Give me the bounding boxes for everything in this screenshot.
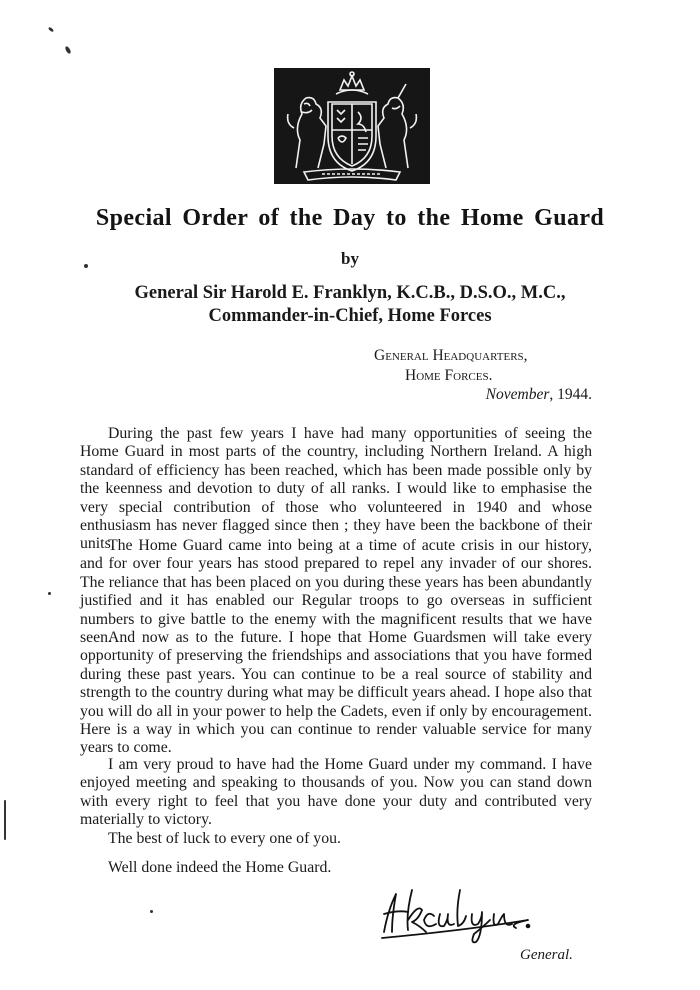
author-name: General Sir Harold E. Franklyn, K.C.B., D.S.O., M.C.,	[134, 283, 566, 303]
author-block	[0, 282, 700, 328]
paragraph-4: I am very proud to have had the Home Guard under my command. I have enjoyed meeting and speaking to thousands of you. Now you can stand down with every right to feel that you have done your duty and contributed very materially to victory.	[80, 756, 592, 829]
headquarters-address	[374, 346, 528, 386]
document-title: Special Order of the Day to the Home Guard	[95, 205, 605, 231]
author-position: Commander-in-Chief, Home Forces	[208, 306, 492, 326]
scan-speck	[150, 910, 153, 913]
headquarters-line-2: Home Forces.	[405, 367, 493, 384]
paragraph-3: And now as to the future. I hope that Home Guardsmen will take every opportunity of preserving the friendships and associations that you have formed during these past years. You can continue to be a real source of stability and strength to the country during what may be difficult years ahead. I hope also that you will do all in your power to help the Cadets, even if only by encouragement. Here is a way in which you can continue to render valuable service for many years to come.	[80, 629, 592, 757]
date-month: November	[485, 386, 550, 403]
scan-speck	[48, 592, 51, 595]
document-date	[486, 386, 592, 404]
closing-line-1: The best of luck to every one of you.	[108, 830, 341, 847]
headquarters-line-1: General Headquarters,	[374, 347, 528, 364]
scan-speck	[4, 800, 6, 840]
signature-title: General.	[520, 947, 573, 963]
paragraph-1: During the past few years I have had many opportunities of seeing the Home Guard in most parts of the country, including Northern Ireland. A high standard of efficiency has been reached, which has been made possible only by the keenness and devotion to duty of all ranks. I would like to emphasise the very special contribution of those who volunteered in 1940 and whose enthusiasm has never flagged since then ; they have been the backbone of their units.	[80, 425, 592, 553]
handwritten-signature-icon	[378, 880, 598, 950]
scan-speck	[84, 264, 88, 268]
scan-speck	[48, 26, 55, 32]
royal-coat-of-arms-icon	[274, 68, 430, 184]
by-line: by	[341, 249, 359, 268]
paragraph-2: The Home Guard came into being at a time of acute crisis in our history, and for over four years has stood prepared to repel any invader of our shores. The reliance that has been placed on you during these years has been abundantly justified and it has enabled our Regular troops to go overseas in sufficient numbers to give battle to the enemy with the magnificent results that we have seen.	[80, 537, 592, 647]
scan-speck	[64, 46, 71, 55]
closing-line-2: Well done indeed the Home Guard.	[108, 859, 332, 876]
date-year: , 1944.	[549, 386, 592, 403]
